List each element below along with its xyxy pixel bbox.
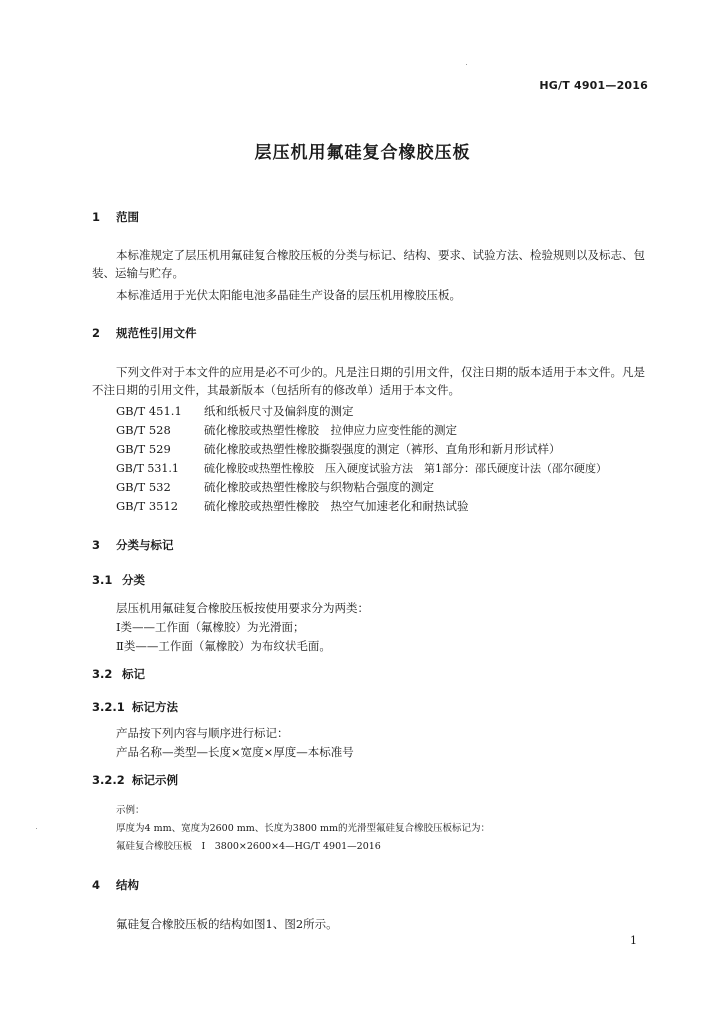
section-number: 3 [92, 538, 101, 552]
document-title: 层压机用氟硅复合橡胶压板 [254, 143, 471, 163]
marking-method-line-2: 产品名称—类型—长度×宽度×厚度—本标准号 [116, 745, 354, 759]
subsection-3-2-1-heading [92, 699, 178, 715]
reference-title: 硫化橡胶或热塑性橡胶 压入硬度试验方法 第1部分：邵氏硬度计法（邵尔硬度） [204, 462, 607, 475]
section-2-heading [92, 325, 197, 341]
page-number: 1 [630, 934, 637, 947]
reference-title: 硫化橡胶或热塑性橡胶 拉伸应力应变性能的测定 [204, 423, 457, 437]
reference-item [116, 460, 607, 476]
scan-speck [36, 828, 37, 829]
example-line-2: 氟硅复合橡胶压板 Ⅰ 3800×2600×4—HG/T 4901—2016 [116, 841, 381, 852]
section-1-heading [92, 209, 139, 225]
subsection-title: 标记 [122, 667, 145, 681]
reference-code: GB/T 3512 [116, 499, 179, 513]
standard-number: HG/T 4901—2016 [539, 79, 648, 92]
reference-title: 硫化橡胶或热塑性橡胶 热空气加速老化和耐热试验 [204, 499, 469, 513]
subsection-number: 3.2.2 [92, 773, 125, 787]
subsection-number: 3.2.1 [92, 700, 125, 714]
reference-code: GB/T 528 [116, 423, 171, 437]
section-title: 规范性引用文件 [116, 326, 197, 340]
subsection-title: 标记方法 [132, 700, 178, 714]
marking-method-line-1: 产品按下列内容与顺序进行标记： [116, 726, 289, 740]
classification-intro: 层压机用氟硅复合橡胶压板按使用要求分为两类： [116, 601, 369, 615]
section-number: 1 [92, 210, 101, 224]
reference-title: 纸和纸板尺寸及偏斜度的测定 [204, 404, 354, 418]
reference-code: GB/T 531.1 [116, 462, 179, 475]
example-label: 示例： [116, 805, 145, 816]
reference-title: 硫化橡胶或热塑性橡胶与织物粘合强度的测定 [204, 480, 434, 494]
reference-item [116, 403, 354, 419]
section-title: 分类与标记 [116, 538, 174, 552]
subsection-3-2-heading [92, 666, 145, 682]
section-title: 结构 [116, 878, 139, 892]
subsection-title: 标记示例 [132, 773, 178, 787]
subsection-number: 3.2 [92, 667, 113, 681]
reference-code: GB/T 532 [116, 480, 171, 494]
section-1-paragraph-1: 本标准规定了层压机用氟硅复合橡胶压板的分类与标记、结构、要求、试验方法、检验规则以及标志、包装、运输与贮存。 [92, 248, 645, 280]
section-2-intro: 下列文件对于本文件的应用是必不可少的。凡是注日期的引用文件，仅注日期的版本适用于本文件。凡是不注日期的引用文件，其最新版本（包括所有的修改单）适用于本文件。 [92, 365, 645, 397]
subsection-number: 3.1 [92, 573, 113, 587]
classification-type-2: Ⅱ类——工作面（氟橡胶）为布纹状毛面。 [116, 639, 331, 653]
section-3-heading [92, 537, 174, 553]
structure-text: 氟硅复合橡胶压板的结构如图1、图2所示。 [116, 917, 338, 931]
section-4-heading [92, 877, 139, 893]
reference-item [116, 479, 434, 495]
reference-item [116, 422, 457, 438]
subsection-3-1-heading [92, 572, 145, 588]
subsection-3-2-2-heading [92, 772, 178, 788]
reference-code: GB/T 451.1 [116, 404, 182, 418]
section-number: 2 [92, 326, 101, 340]
reference-item [116, 498, 469, 514]
classification-type-1: Ⅰ类——工作面（氟橡胶）为光滑面； [116, 620, 305, 634]
reference-code: GB/T 529 [116, 442, 171, 456]
example-line-1: 厚度为4 mm、宽度为2600 mm、长度为3800 mm的光滑型氟硅复合橡胶压板标记为： [116, 823, 491, 834]
section-number: 4 [92, 878, 101, 892]
scan-speck [466, 64, 467, 65]
section-1-paragraph-2: 本标准适用于光伏太阳能电池多晶硅生产设备的层压机用橡胶压板。 [116, 288, 461, 302]
subsection-title: 分类 [122, 573, 145, 587]
reference-item [116, 441, 561, 457]
reference-title: 硫化橡胶或热塑性橡胶撕裂强度的测定（裤形、直角形和新月形试样） [204, 442, 561, 456]
section-title: 范围 [116, 210, 139, 224]
